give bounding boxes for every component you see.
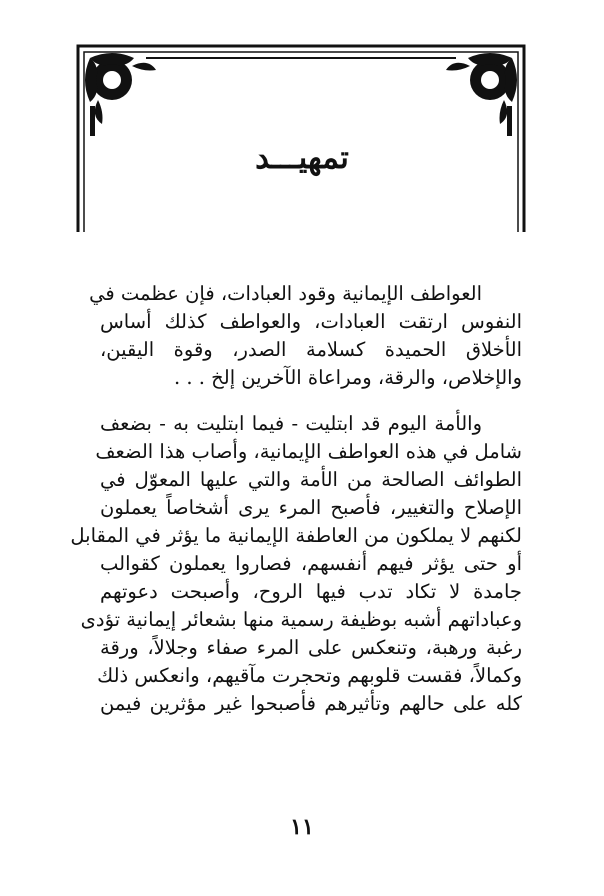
text-line: أو حتى يؤثر فيهم أنفسهم، فصاروا يعملون كقوالب — [100, 552, 522, 575]
text-line: وعباداتهم أشبه بوظيفة رسمية منها بشعائر إيمانية تؤدى — [80, 608, 522, 631]
paragraph-2 — [70, 410, 522, 718]
text-line: الطوائف الصالحة من الأمة والتي عليها المعوّل في — [100, 468, 522, 491]
text-line: لكنهم لا يملكون من العاطفة الإيمانية ما يؤثر في المقابل — [70, 524, 522, 547]
text-line: والإخلاص، والرقة، ومراعاة الآخرين إلخ . . . — [173, 366, 522, 389]
ornamental-title-frame — [76, 44, 526, 234]
text-line: جامدة لا تكاد تدب فيها الروح، وأصبحت دعوتهم — [100, 580, 522, 603]
text-line: الأخلاق الحميدة كسلامة الصدر، وقوة اليقين، — [100, 338, 522, 361]
text-line: النفوس ارتقت العبادات، والعواطف كذلك أساس — [100, 310, 522, 333]
corner-ornament-right — [446, 53, 517, 136]
page-number: ١١ — [290, 814, 314, 840]
text-line: العواطف الإيمانية وقود العبادات، فإن عظمت في — [89, 282, 482, 305]
chapter-heading: تمهيـــد — [255, 140, 349, 176]
text-line: شامل في هذه العواطف الإيمانية، وأصاب هذا الضعف — [95, 440, 522, 463]
text-line: رغبة ورهبة، وتنعكس على المرء صفاء وجلالاً، ورقة — [100, 636, 522, 659]
text-line: كله على حالهم وتأثيرهم فأصبحوا غير مؤثرين فيمن — [100, 692, 522, 715]
text-line: وكمالاً، فقست قلوبهم وتحجرت مآقيهم، وانعكس ذلك — [97, 664, 522, 687]
text-line: الإصلاح والتغيير، فأصبح المرء يرى أشخاصاً يعملون — [100, 496, 522, 519]
corner-ornament-left — [85, 53, 156, 136]
paragraph-1 — [89, 280, 522, 392]
body-text — [70, 280, 522, 718]
text-line: والأمة اليوم قد ابتليت - فيما ابتليت به - بضعف — [100, 412, 482, 435]
